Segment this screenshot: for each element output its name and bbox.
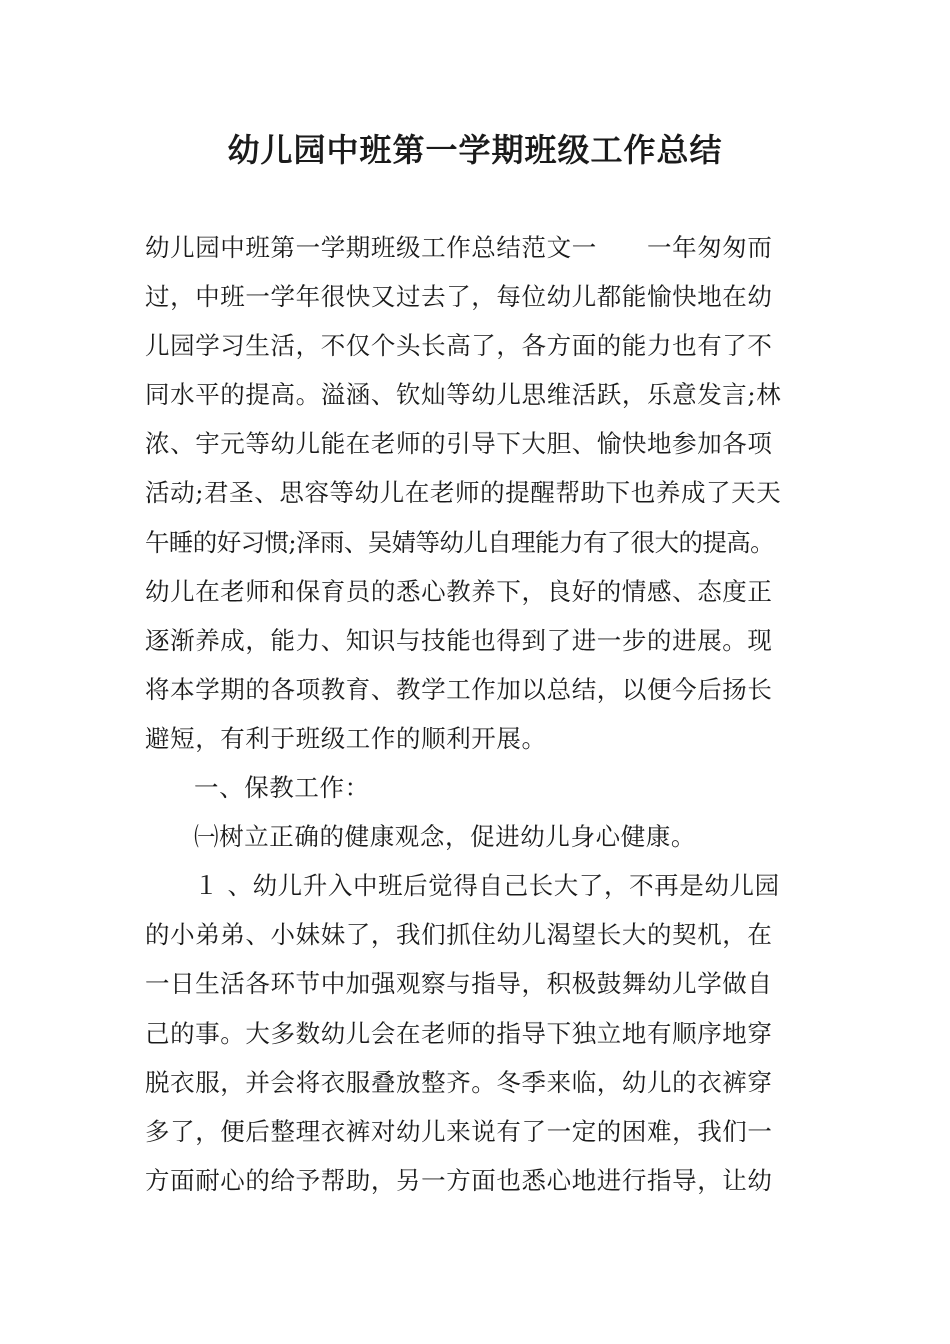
body-line: 脱衣服，并会将衣服叠放整齐。冬季来临，幼儿的衣裤穿 xyxy=(145,1067,773,1097)
body-line: 浓、宇元等幼儿能在老师的引导下大胆、愉快地参加各项 xyxy=(145,429,773,459)
body-line: 避短，有利于班级工作的顺利开展。 xyxy=(145,723,547,753)
body-line: 同水平的提高。溢涵、钦灿等幼儿思维活跃，乐意发言;林 xyxy=(145,380,782,410)
body-line: 一日生活各环节中加强观察与指导，积极鼓舞幼儿学做自 xyxy=(145,969,773,999)
body-line: 多了，便后整理衣裤对幼儿来说有了一定的困难，我们一 xyxy=(145,1116,773,1146)
subsection-heading: ㈠树立正确的健康观念，促进幼儿身心健康。 xyxy=(194,822,696,852)
document-title: 幼儿园中班第一学期班级工作总结 xyxy=(227,131,723,169)
body-line: 午睡的好习惯;泽雨、吴婧等幼儿自理能力有了很大的提高。 xyxy=(145,527,775,557)
numbered-item: １ 、幼儿升入中班后觉得自己长大了，不再是幼儿园 xyxy=(194,871,780,901)
body-line: 过，中班一学年很快又过去了，每位幼儿都能愉快地在幼 xyxy=(145,282,773,312)
body-line: 的小弟弟、小妹妹了，我们抓住幼儿渴望长大的契机，在 xyxy=(145,920,773,950)
body-line: 将本学期的各项教育、教学工作加以总结，以便今后扬长 xyxy=(145,674,773,704)
document-body xyxy=(145,223,815,1205)
section-heading: 一、保教工作： xyxy=(194,773,370,803)
body-line: 幼儿园中班第一学期班级工作总结范文一 一年匆匆而 xyxy=(145,233,773,262)
body-line: 方面耐心的给予帮助，另一方面也悉心地进行指导，让幼 xyxy=(145,1165,773,1195)
body-line: 幼儿在老师和保育员的悉心教养下，良好的情感、态度正 xyxy=(145,576,773,606)
body-line: 己的事。大多数幼儿会在老师的指导下独立地有顺序地穿 xyxy=(145,1018,773,1048)
body-line: 儿园学习生活，不仅个头长高了，各方面的能力也有了不 xyxy=(145,331,773,361)
body-line: 活动;君圣、思容等幼儿在老师的提醒帮助下也养成了天天 xyxy=(145,478,782,508)
body-line: 逐渐养成，能力、知识与技能也得到了进一步的进展。现 xyxy=(145,625,773,655)
